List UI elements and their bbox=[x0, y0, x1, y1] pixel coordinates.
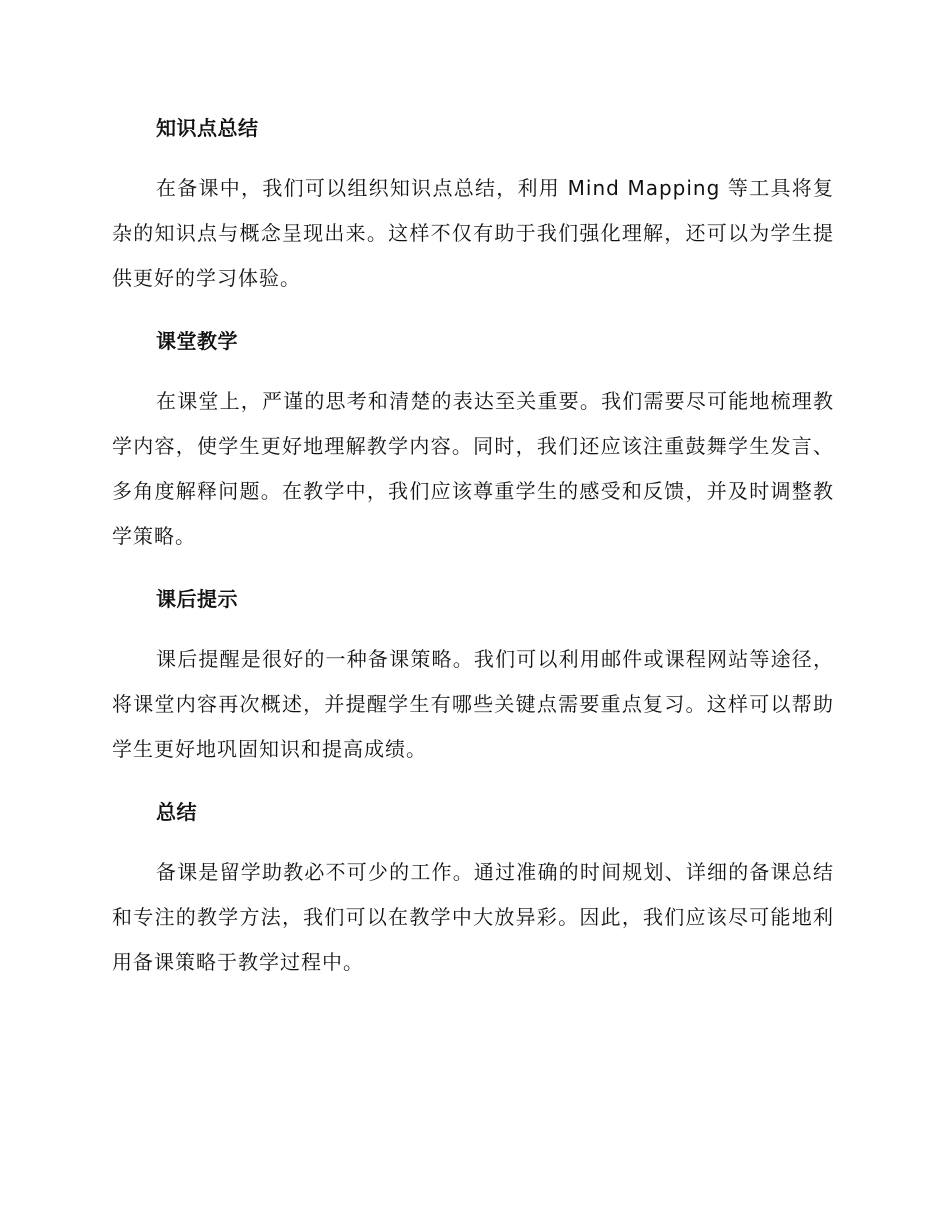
section-heading: 课后提示 bbox=[156, 587, 238, 611]
section-classroom-teaching bbox=[112, 325, 834, 559]
section-paragraph: 在备课中，我们可以组织知识点总结，利用 Mind Mapping 等工具将复杂的知识点与概念呈现出来。这样不仅有助于我们强化理解，还可以为学生提供更好的学习体验。 bbox=[112, 176, 834, 290]
section-heading: 课堂教学 bbox=[156, 329, 238, 353]
section-heading: 知识点总结 bbox=[156, 116, 259, 140]
section-paragraph: 在课堂上，严谨的思考和清楚的表达至关重要。我们需要尽可能地梳理教学内容，使学生更好地理解教学内容。同时，我们还应该注重鼓舞学生发言、多角度解释问题。在教学中，我们应该尊重学生的感受和反馈，并及时调整教学策略。 bbox=[112, 389, 834, 548]
section-paragraph: 课后提醒是很好的一种备课策略。我们可以利用邮件或课程网站等途径，将课堂内容再次概述，并提醒学生有哪些关键点需要重点复习。这样可以帮助学生更好地巩固知识和提高成绩。 bbox=[112, 647, 834, 761]
section-heading: 总结 bbox=[156, 800, 197, 824]
document-content bbox=[112, 112, 834, 1009]
section-after-class-tips bbox=[112, 583, 834, 772]
section-knowledge-summary bbox=[112, 112, 834, 301]
section-conclusion bbox=[112, 796, 834, 985]
section-paragraph: 备课是留学助教必不可少的工作。通过准确的时间规划、详细的备课总结和专注的教学方法，我们可以在教学中大放异彩。因此，我们应该尽可能地利用备课策略于教学过程中。 bbox=[112, 860, 834, 974]
